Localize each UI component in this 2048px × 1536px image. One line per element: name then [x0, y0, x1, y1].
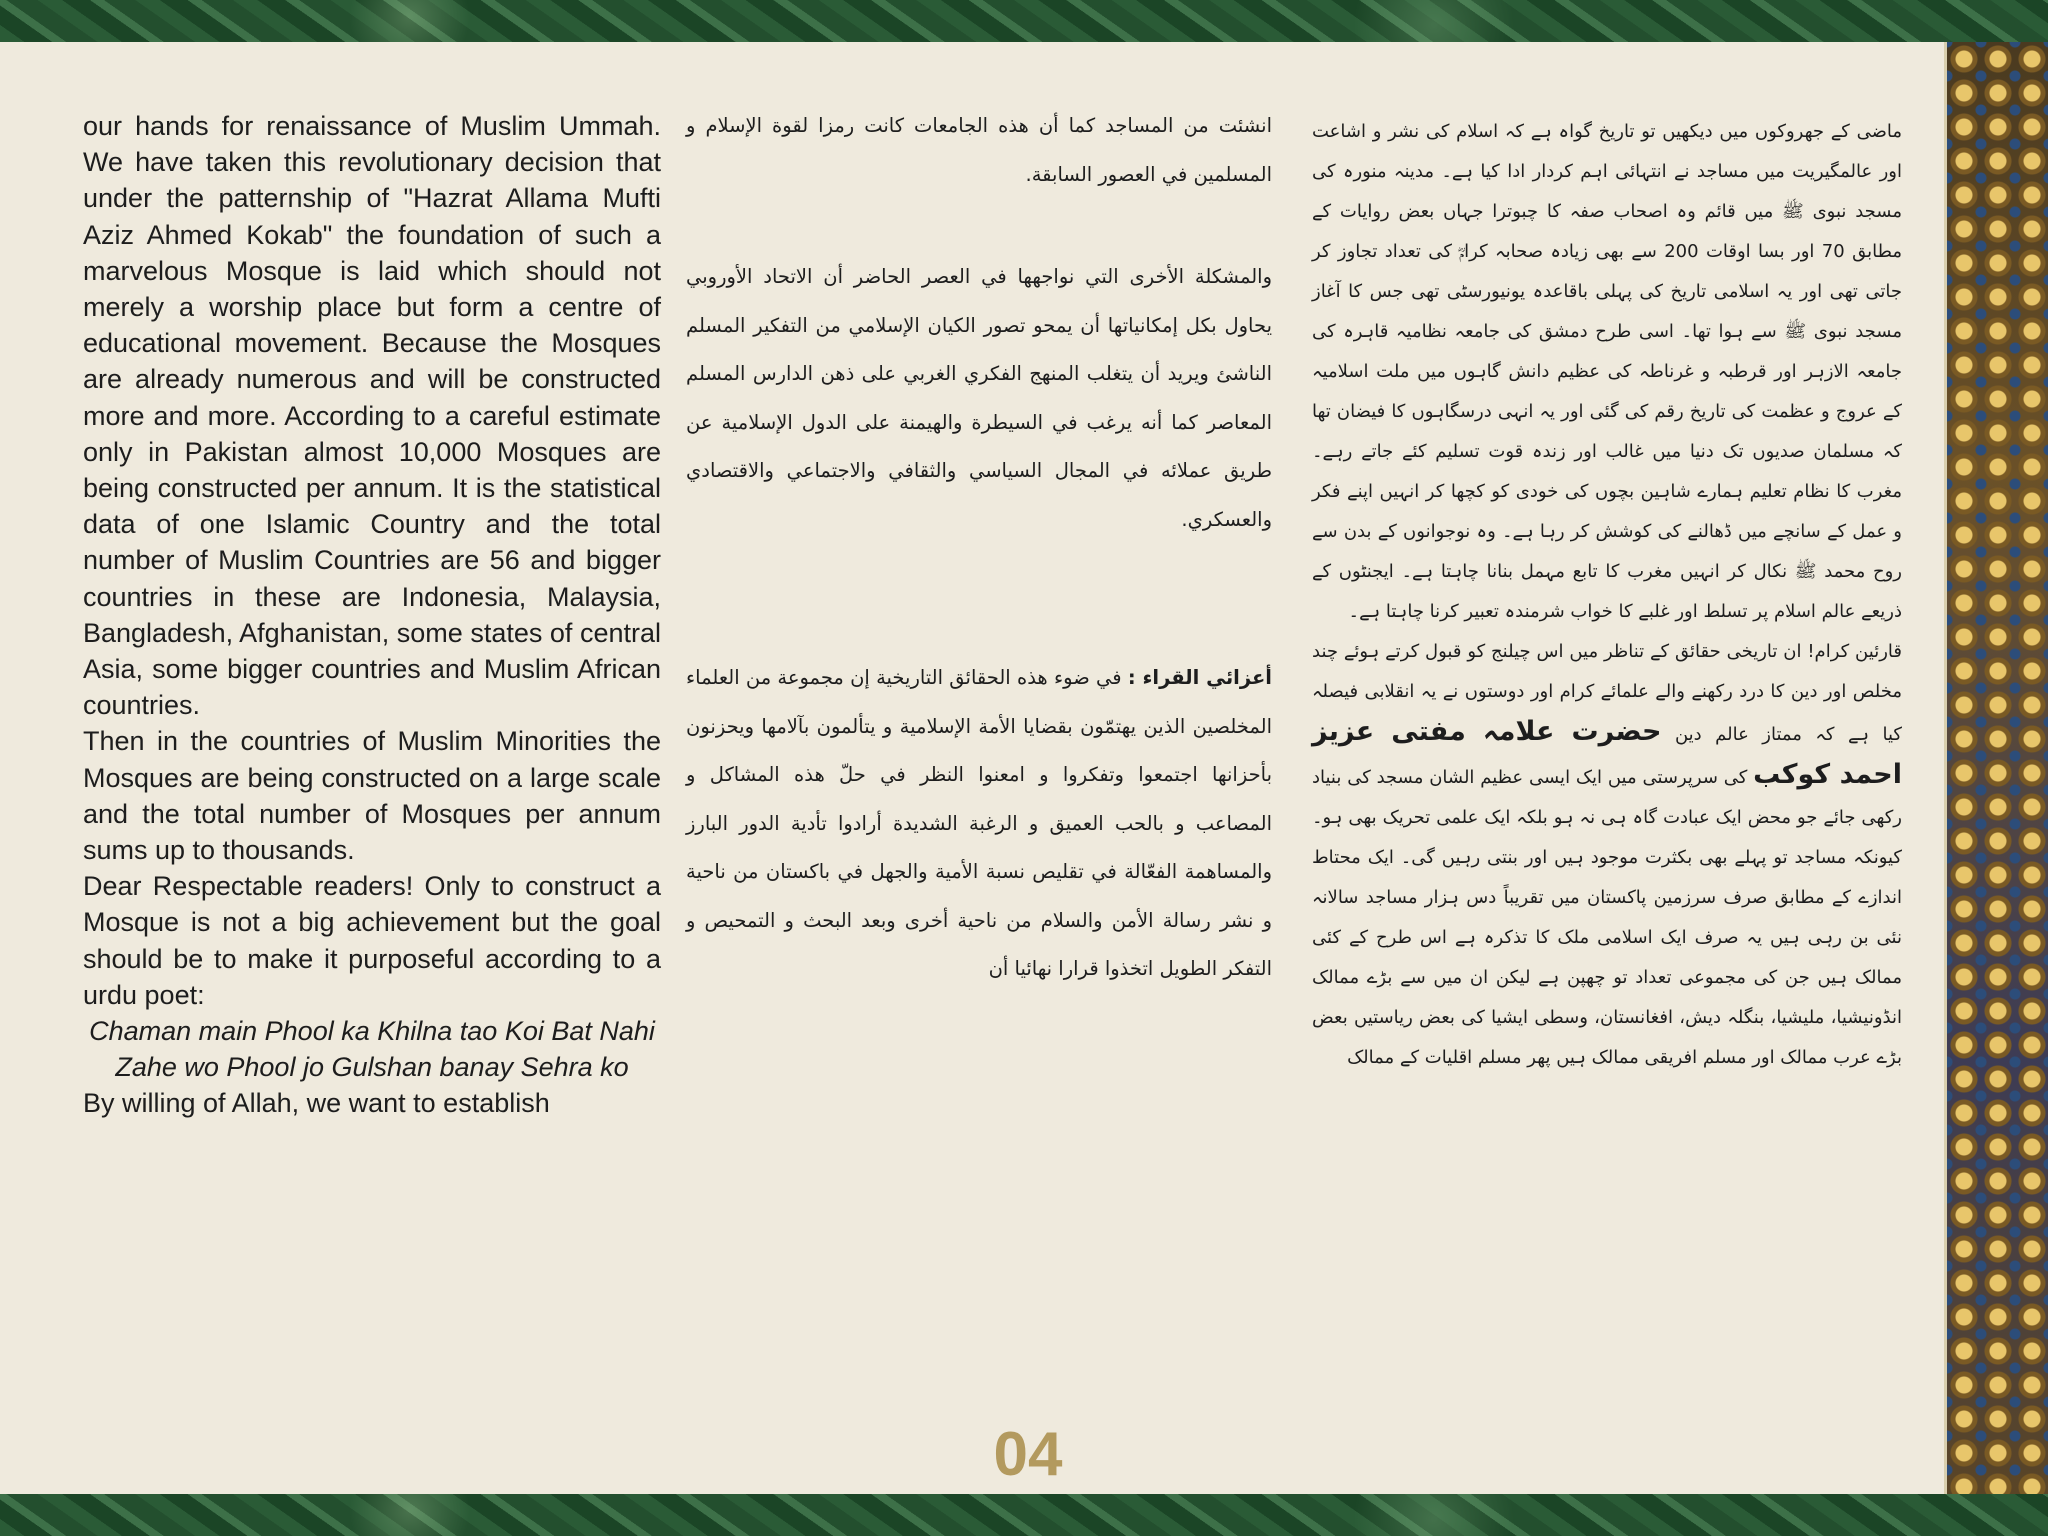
- urdu-paragraph-2: [1312, 632, 1902, 1078]
- decorative-top-border: [0, 0, 2048, 42]
- arabic-readers-heading: أعزائي القراء :: [1127, 666, 1272, 689]
- urdu-paragraph-2-start: قارئین کرام! ان تاریخی حقائق کے تناظر میں اس چیلنج کو قبول کرتے ہوئے چند مخلص اور دین کا درد رکھنے والے علمائے کرام اور دوستوں نے یہ انقلابی فیصلہ کیا ہے کہ ممتاز عالم دین: [1312, 641, 1902, 745]
- arabic-column: [686, 102, 1272, 994]
- arabic-paragraph-3-text: في ضوء هذه الحقائق التاريخية إن مجموعة من العلماء المخلصين الذين يهتمّون بقضايا الأمة الإسلامية و يتألمون بآلامها ويحزنون بأحزانها اجتمعوا وتفكروا و امعنوا النظر في حلّ هذه المشاكل و المصاعب و بالحب العميق و الرغبة الشديدة أرادوا تأدية الدور البارز والمساهمة الفعّالة في تقليص نسبة الأمية والجهل في باكستان من ناحية و نشر رسالة الأمن والسلام من ناحية أخرى وبعد البحث و التمحيص و التفكر الطويل اتخذوا قرارا نهائيا أن: [686, 666, 1272, 980]
- urdu-column: [1312, 112, 1902, 1078]
- urdu-paragraph-2-end: کی سرپرستی میں ایک ایسی عظیم الشان مسجد کی بنیاد رکھی جائے جو محض ایک عبادت گاہ ہی نہ ہو بلکہ ایک علمی تحریک بھی ہو۔ کیونکہ مساجد تو پہلے بھی بکثرت موجود ہیں اور بنتی رہیں گی۔ ایک محتاط اندازے کے مطابق صرف سرزمین پاکستان میں تقریباً دس ہزار مساجد سالانہ نئی بن رہی ہیں یہ صرف ایک اسلامی ملک کا تذکرہ ہے اس طرح کے کئی ممالک ہیں جن کی مجموعی تعداد تو چھپن ہے لیکن ان میں سے بڑے ممالک انڈونیشیا، ملیشیا، بنگلہ دیش، افغانستان، وسطی ایشیا کی بعض ریاستیں بعض بڑے عرب ممالک اور مسلم افریقی ممالک ہیں پھر مسلم اقلیات کے ممالک: [1312, 767, 1902, 1068]
- arabic-paragraph-2: والمشكلة الأخرى التي نواجهها في العصر الحاضر أن الاتحاد الأوروبي يحاول بكل إمكانياتها أن يمحو تصور الكيان الإسلامي من التفكير المسلم الناشئ ويريد أن يتغلب المنهج الفكري الغربي على ذهن الدارس المسلم المعاصر كما أنه يرغب في السيطرة والهيمنة على الدول الإسلامية عن طريق عملائه في المجال السياسي والثقافي والاجتماعي والاقتصادي والعسكري.: [686, 265, 1272, 531]
- mufti-name-highlight: حضرت علامہ مفتی عزیز احمد کوکب: [1312, 716, 1902, 790]
- english-paragraph-3: Dear Respectable readers! Only to construct a Mosque is not a big achievement but the goal should be to make it purposeful according to a urdu poet:: [83, 871, 661, 1010]
- arabic-paragraph-3: [686, 654, 1272, 994]
- poem-verse-2: Zahe wo Phool jo Gulshan banay Sehra ko: [115, 1052, 629, 1083]
- english-column: [83, 108, 661, 1122]
- arabic-paragraph-1: انشئت من المساجد كما أن هذه الجامعات كانت رمزا لقوة الإسلام و المسلمين في العصور السابقة.: [686, 114, 1272, 186]
- poem-verse-1: Chaman main Phool ka Khilna tao Koi Bat Nahi: [89, 1016, 655, 1047]
- urdu-paragraph-1: ماضی کے جھروکوں میں دیکھیں تو تاریخ گواہ ہے کہ اسلام کی نشر و اشاعت اور عالمگیریت میں مساجد نے انتہائی اہم کردار ادا کیا ہے۔ مدینہ منورہ کی مسجد نبوی ﷺ میں قائم وہ اصحاب صفہ کا چبوترا جہاں بعض روایات کے مطابق 70 اور بسا اوقات 200 سے بھی زیادہ صحابہ کرامؓ کی تعداد تجاوز کر جاتی تھی اور یہ اسلامی تاریخ کی پہلی باقاعدہ یونیورسٹی تھی جس کا آغاز مسجد نبوی ﷺ سے ہوا تھا۔ اسی طرح دمشق کی جامعہ نظامیہ قاہرہ کی جامعہ الازہر اور قرطبہ و غرناطہ کی عظیم دانش گاہوں میں ملت اسلامیہ کے عروج و عظمت کی تاریخ رقم کی گئی اور یہ انہی درسگاہوں کا فیضان تھا کہ مسلمان صدیوں تک دنیا میں غالب اور زندہ قوت تسلیم کئے جاتے رہے۔ مغرب کا نظام تعلیم ہمارے شاہین بچوں کی خودی کو کچھا کر انہیں اپنے فکر و عمل کے سانچے میں ڈھالنے کی کوشش کر رہا ہے۔ وہ نوجوانوں کے بدن سے روح محمد ﷺ نکال کر انہیں مغرب کا تابع مہمل بنانا چاہتا ہے۔ ایجنٹوں کے ذریعے عالم اسلام پر تسلط اور غلبے کا خواب شرمندہ تعبیر کرنا چاہتا ہے۔: [1312, 121, 1902, 622]
- mosaic-tile-image: [1944, 42, 2048, 1494]
- english-paragraph-4: By willing of Allah, we want to establish: [83, 1088, 550, 1119]
- decorative-bottom-border: [0, 1494, 2048, 1536]
- page-number: 04: [993, 1420, 1063, 1489]
- english-paragraph-1: our hands for renaissance of Muslim Ummah. We have taken this revolutionary decision that under the patternship of "Hazrat Allama Mufti Aziz Ahmed Kokab" the foundation of such a marvelous Mosque is laid which should not merely a worship place but form a centre of educational movement. Because the Mosques are already numerous and will be constructed more and more. According to a careful estimate only in Pakistan almost 10,000 Mosques are being constructed per annum. It is the statistical data of one Islamic Country and the total number of Muslim Countries are 56 and bigger countries in these are Indonesia, Malaysia, Bangladesh, Afghanistan, some states of central Asia, some bigger countries and Muslim African countries.: [83, 111, 661, 721]
- english-paragraph-2: Then in the countries of Muslim Minorities the Mosques are being constructed on a large scale and the total number of Mosques per annum sums up to thousands.: [83, 726, 661, 866]
